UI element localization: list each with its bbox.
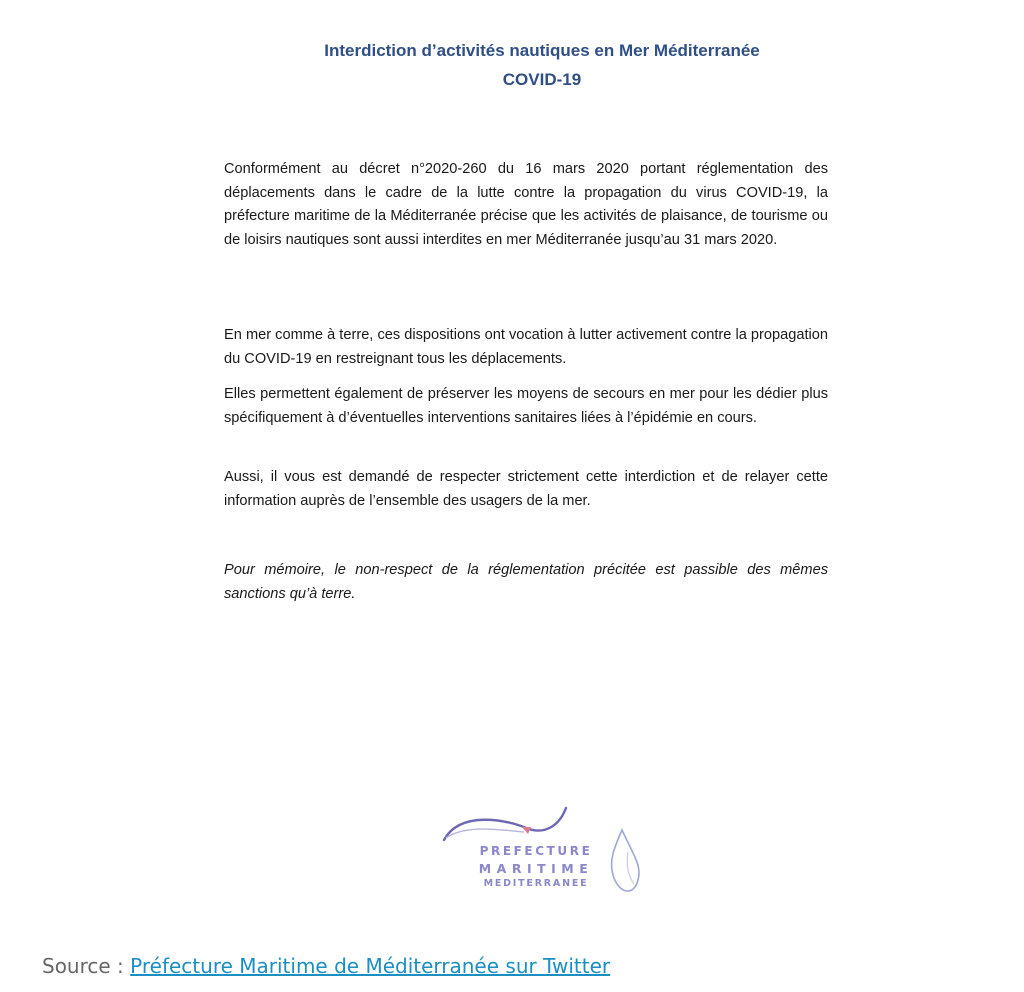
logo-text-prefecture: PREFECTURE xyxy=(479,844,593,858)
paragraph-request: Aussi, il vous est demandé de respecter strictement cette interdiction et de relayer cette information auprès de l’ensemble des usagers de la mer. xyxy=(224,469,828,509)
logo-text-maritime: MARITIME xyxy=(478,861,594,876)
document-subtitle: COVID-19 xyxy=(502,70,582,89)
paragraph-rescue-means: Elles permettent également de préserver les moyens de secours en mer pour les dédier plus spécifiquement à d’éventuelles interventions sanitaires liées à l’épidémie en cours. xyxy=(224,386,828,426)
paragraph-provisions: En mer comme à terre, ces dispositions ont vocation à lutter activement contre la propagation du COVID-19 en restreignant tous les déplacements. xyxy=(224,327,828,367)
document-title: Interdiction d’activités nautiques en Mer Méditerranée xyxy=(324,41,760,60)
source-caption xyxy=(42,954,610,978)
source-prefix: Source : xyxy=(42,954,131,978)
prefecture-logo xyxy=(438,800,648,910)
source-twitter-link[interactable]: Préfecture Maritime de Méditerranée sur Twitter xyxy=(130,954,611,978)
logo-text-mediterranee: MEDITERRANEE xyxy=(483,878,589,889)
paragraph-reminder: Pour mémoire, le non-respect de la réglementation précitée est passible des mêmes sanctions qu’à terre. xyxy=(224,562,828,602)
paragraph-decree: Conformément au décret n°2020-260 du 16 mars 2020 portant réglementation des déplacements dans le cadre de la lutte contre la propagation du virus COVID-19, la préfecture maritime de la Méditerranée précise que les activités de plaisance, de tourisme ou de loisirs nautiques sont aussi interdites en mer Méditerranée jusqu’au 31 mars 2020. xyxy=(224,161,828,248)
